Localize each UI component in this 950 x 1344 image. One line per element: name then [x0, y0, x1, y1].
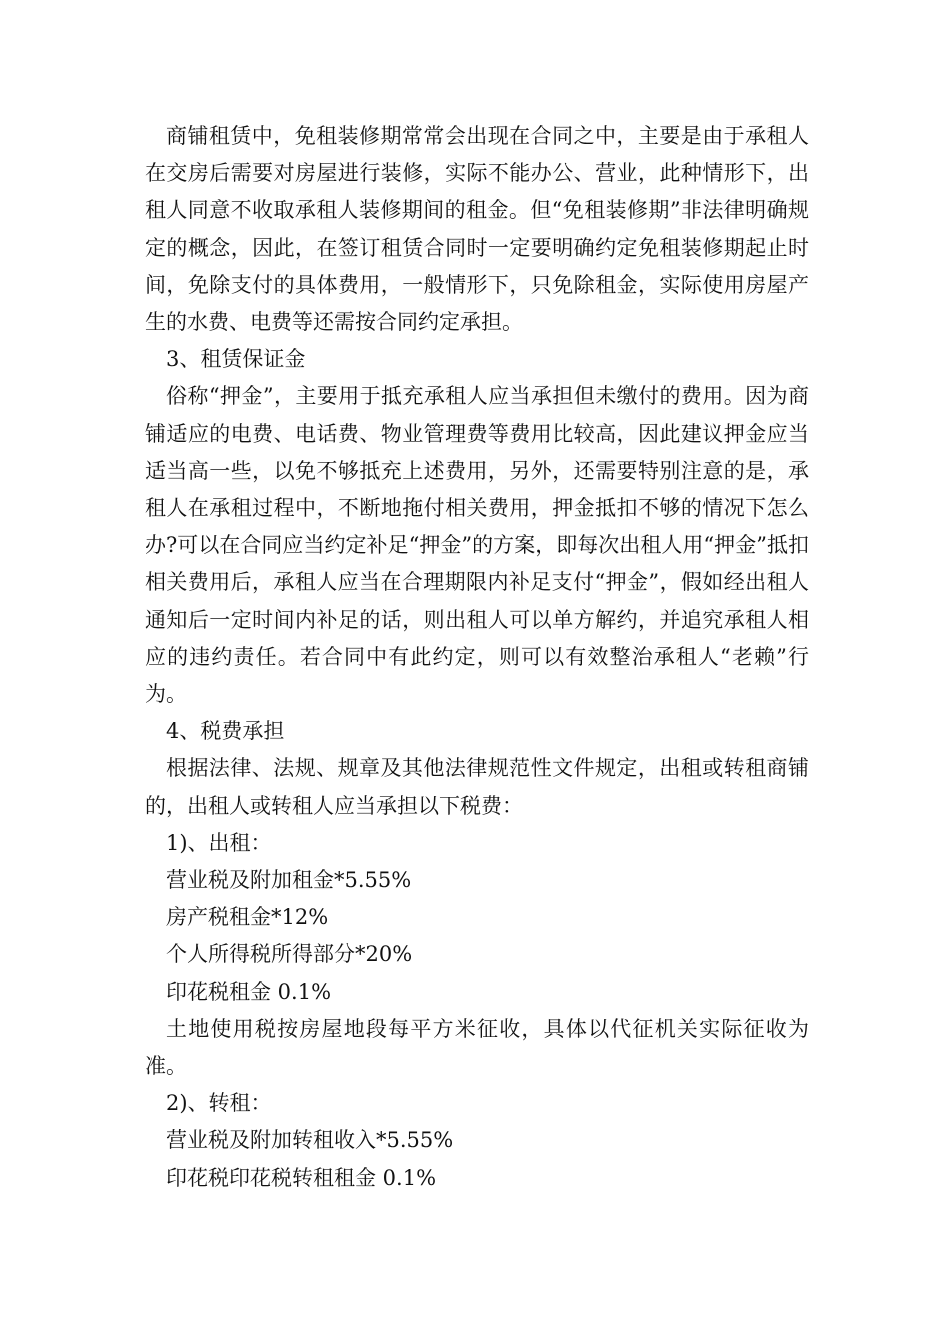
paragraph-taxes-intro: 根据法律、法规、规章及其他法律规范性文件规定，出租或转租商铺的，出租人或转租人应当承担以下税费： [145, 756, 809, 818]
list-item: 印花税印花税转租租金 0.1% [166, 1165, 437, 1190]
list-item: 印花税租金 0.1% [166, 979, 332, 1004]
document-body [145, 118, 809, 1197]
heading-deposit: 3、租赁保证金 [166, 347, 306, 372]
list-item: 个人所得税所得部分*20% [166, 942, 413, 967]
paragraph-rent-free-period: 商铺租赁中，免租装修期常常会出现在合同之中，主要是由于承租人在交房后需要对房屋进行装修，实际不能办公、营业，此种情形下，出租人同意不收取承租人装修期间的租金。但“免租装修期”非法律明确规定的概念，因此，在签订租赁合同时一定要明确约定免租装修期起止时间，免除支付的具体费用，一般情形下，只免除租金，实际使用房屋产生的水费、电费等还需按合同约定承担。 [145, 124, 809, 335]
heading-taxes: 4、税费承担 [166, 719, 285, 744]
paragraph-deposit: 俗称“押金”，主要用于抵充承租人应当承担但未缴付的费用。因为商铺适应的电费、电话费、物业管理费等费用比较高，因此建议押金应当适当高一些，以免不够抵充上述费用，另外，还需要特别注意的是，承租人在承租过程中，不断地拖付相关费用，押金抵扣不够的情况下怎么办?可以在合同应当约定补足“押金”的方案，即每次出租人用“押金”抵扣相关费用后，承租人应当在合理期限内补足支付“押金”，假如经出租人通知后一定时间内补足的话，则出租人可以单方解约，并追究承租人相应的违约责任。若合同中有此约定，则可以有效整治承租人“老赖”行为。 [145, 384, 809, 707]
list-item: 营业税及附加转租收入*5.55% [166, 1128, 454, 1153]
list-item: 营业税及附加租金*5.55% [166, 868, 412, 893]
paragraph-land-use-tax: 土地使用税按房屋地段每平方米征收，具体以代征机关实际征收为准。 [145, 1016, 809, 1079]
subheading-sublease: 2)、转租： [166, 1091, 272, 1116]
subheading-lease: 1)、出租： [166, 830, 272, 855]
list-item: 房产税租金*12% [166, 905, 329, 930]
